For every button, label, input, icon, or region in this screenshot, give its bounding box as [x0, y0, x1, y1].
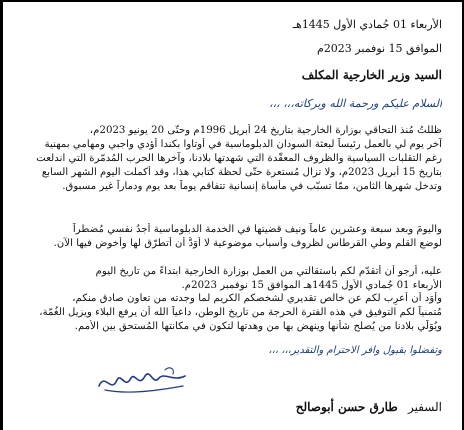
- paragraph-line: الأربعاء 01 جُمادي الأول 1445هـ الموافق 15 نوفمبر 2023م.: [181, 280, 442, 291]
- date-gregorian: الموافق 15 نوفمبر 2023م: [317, 42, 442, 55]
- paragraph-line: بتاريخ 15 أبريل 2023م، ولا تزال مُستعرة حتّى لحظة كتابي هذا، وقد أكملت اليوم الشهر السابع: [41, 167, 442, 178]
- paragraph-2: [20, 223, 442, 251]
- handwritten-signature: [95, 364, 190, 398]
- addressee: السيد وزير الخارجية المكلف: [301, 68, 442, 82]
- paragraph-1: [20, 124, 442, 194]
- paragraph-line: واليومَ وبعد سبعة وعشرين عاماً ونيف قضيتها في الخدمة الدبلوماسية أجدُ نفسي مُضطراً: [72, 224, 442, 235]
- paragraph-line: رغم التقلبات السياسية والظروف المعقّدة التي شهدتها بلادنا، وآخرها الحرب المُدمّرة التي اندلعت: [36, 153, 442, 164]
- signatory-rank: السفير: [407, 400, 442, 414]
- greeting: السلام عليكم ورحمة الله وبركاته،،، ،،،: [269, 97, 442, 110]
- date-hijri: الأربعاء 01 جُمادي الأول 1445هـ: [292, 18, 442, 31]
- paragraph-line: آخر يوم لي بالعمل رئيساً لبعثة السودان الدبلوماسية في أوتاوا بكندا أؤدي واجبي ومهامي بمهنية: [44, 139, 442, 150]
- paragraph-line: لوضع القلم وطي القرطاس لظروف وأسباب موضوعية لا أوَدُّ أن أتطرّق لها وأخوض فيها الآن.: [53, 238, 442, 249]
- paragraph-line: عليه، أرجو أن أتقدّم لكم باستقالتي من العمل بوزارة الخارجية ابتداءً من تاريخ اليوم: [95, 266, 442, 277]
- page-border-left: [0, 0, 3, 430]
- signatory-name: طارق حسن أبوصالح: [295, 400, 398, 414]
- paragraph-line: ظللتُ مُنذ التحاقي بوزارة الخارجية بتاريخ 24 أبريل 1996م وحتّى 20 يونيو 2023م،: [89, 125, 442, 136]
- paragraph-line: ويُوَلّي بلادنا من يُصلح شأنها وينهض بها من وهدتها لتكون في مكانتها المُستحق بين الأمم.: [74, 321, 442, 332]
- paragraph-line: وأَوَد أن أُعرِب لكم عن خالص تقديري لشخصكم الكريم لما وجدته من تعاون صادق منكم،: [72, 293, 442, 304]
- paragraph-line: وتدخل شهرها الثامن، ممّا تسبّب في مأساة إنسانية تتفاقم يوماً بعد يوم ودماراً غير مسبوق.: [62, 181, 442, 192]
- paragraph-line: مُتمنياً لكم التوفيق في هذه الفترة الحرجة من تاريخ الوطن، داعياً الله أن يرفع البلاء ويزيل الغُمّة،: [39, 307, 442, 318]
- closing-line: وتفضلوا بقبول وافر الاحترام والتقدير،،، ،،،: [268, 345, 442, 356]
- paragraph-3: [20, 265, 442, 293]
- paragraph-4: [20, 292, 442, 334]
- page-border-top: [0, 0, 464, 2]
- signatory: [296, 400, 442, 414]
